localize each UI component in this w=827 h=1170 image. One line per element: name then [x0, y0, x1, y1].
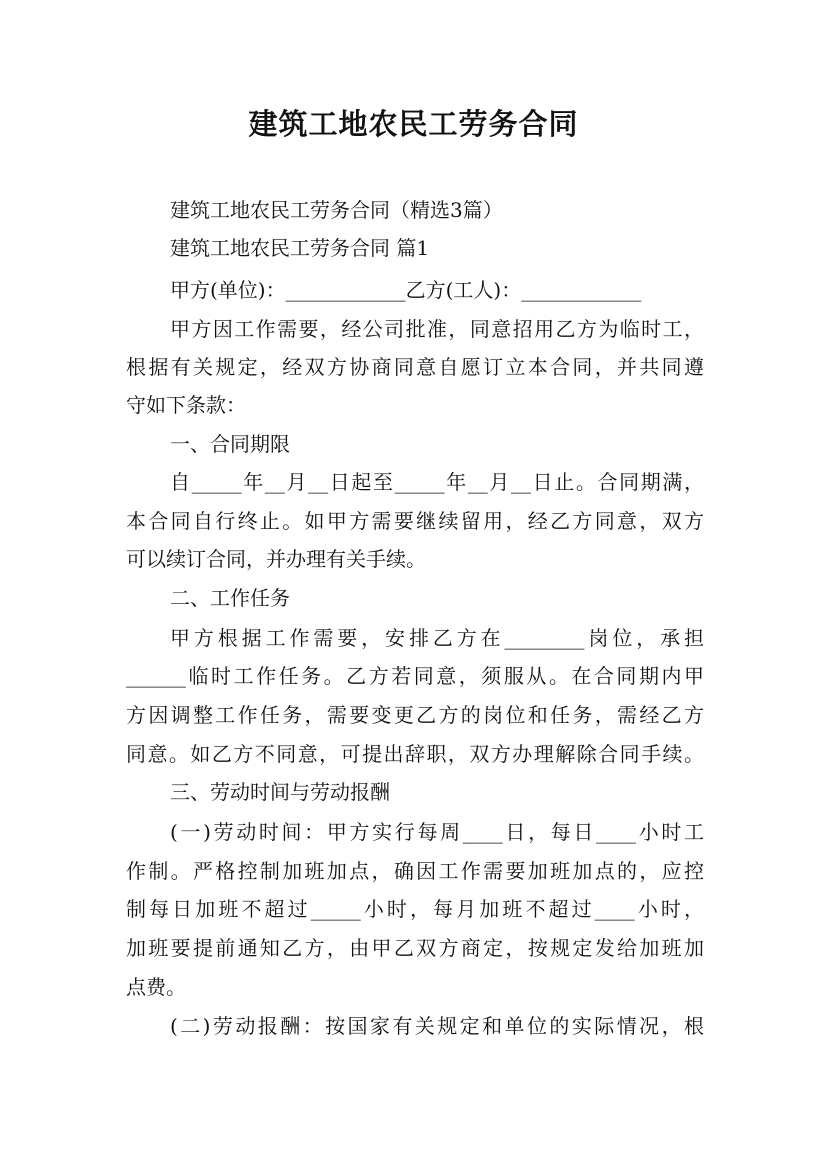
doc-line: 作制。严格控制加班加点，确因工作需要加班加点的，应控 [126, 859, 704, 883]
doc-line: (二)劳动报酬：按国家有关规定和单位的实际情况，根 [170, 1014, 704, 1038]
doc-line: 甲方根据工作需要，安排乙方在________岗位，承担 [170, 626, 704, 650]
doc-line: 甲方因工作需要，经公司批准，同意招用乙方为临时工， [170, 317, 704, 341]
doc-line: 同意。如乙方不同意，可提出辞职，双方办理解除合同手续。 [126, 742, 704, 766]
doc-line: 方因调整工作任务，需要变更乙方的岗位和任务，需经乙方 [126, 703, 704, 727]
doc-line-section-heading: 建筑工地农民工劳务合同 篇1 [170, 236, 430, 260]
document-title: 建筑工地农民工劳务合同 [248, 107, 579, 141]
doc-line-heading-3: 三、劳动时间与劳动报酬 [170, 780, 390, 804]
doc-line: 加班要提前通知乙方，由甲乙双方商定，按规定发给加班加 [126, 936, 704, 960]
doc-line: 点费。 [126, 975, 186, 999]
doc-line: ______临时工作任务。乙方若同意，须服从。在合同期内甲 [126, 664, 704, 688]
doc-line: 根据有关规定，经双方协商同意自愿订立本合同，并共同遵 [126, 355, 704, 379]
doc-line: 守如下条款： [126, 393, 246, 417]
doc-line-subtitle: 建筑工地农民工劳务合同（精选3篇） [170, 198, 503, 222]
doc-line: 本合同自行终止。如甲方需要继续留用，经乙方同意，双方 [126, 509, 704, 533]
doc-line-heading-2: 二、工作任务 [170, 586, 290, 610]
doc-line: (一)劳动时间：甲方实行每周____日，每日____小时工 [170, 820, 704, 844]
doc-line: 可以续订合同，并办理有关手续。 [126, 547, 426, 571]
doc-line: 制每日加班不超过_____小时，每月加班不超过____小时， [126, 897, 704, 921]
doc-line-heading-1: 一、合同期限 [170, 432, 290, 456]
doc-line: 自_____年__月__日起至_____年__月__日止。合同期满， [170, 470, 704, 494]
doc-line-parties: 甲方(单位)：____________乙方(工人)：____________ [170, 278, 642, 302]
